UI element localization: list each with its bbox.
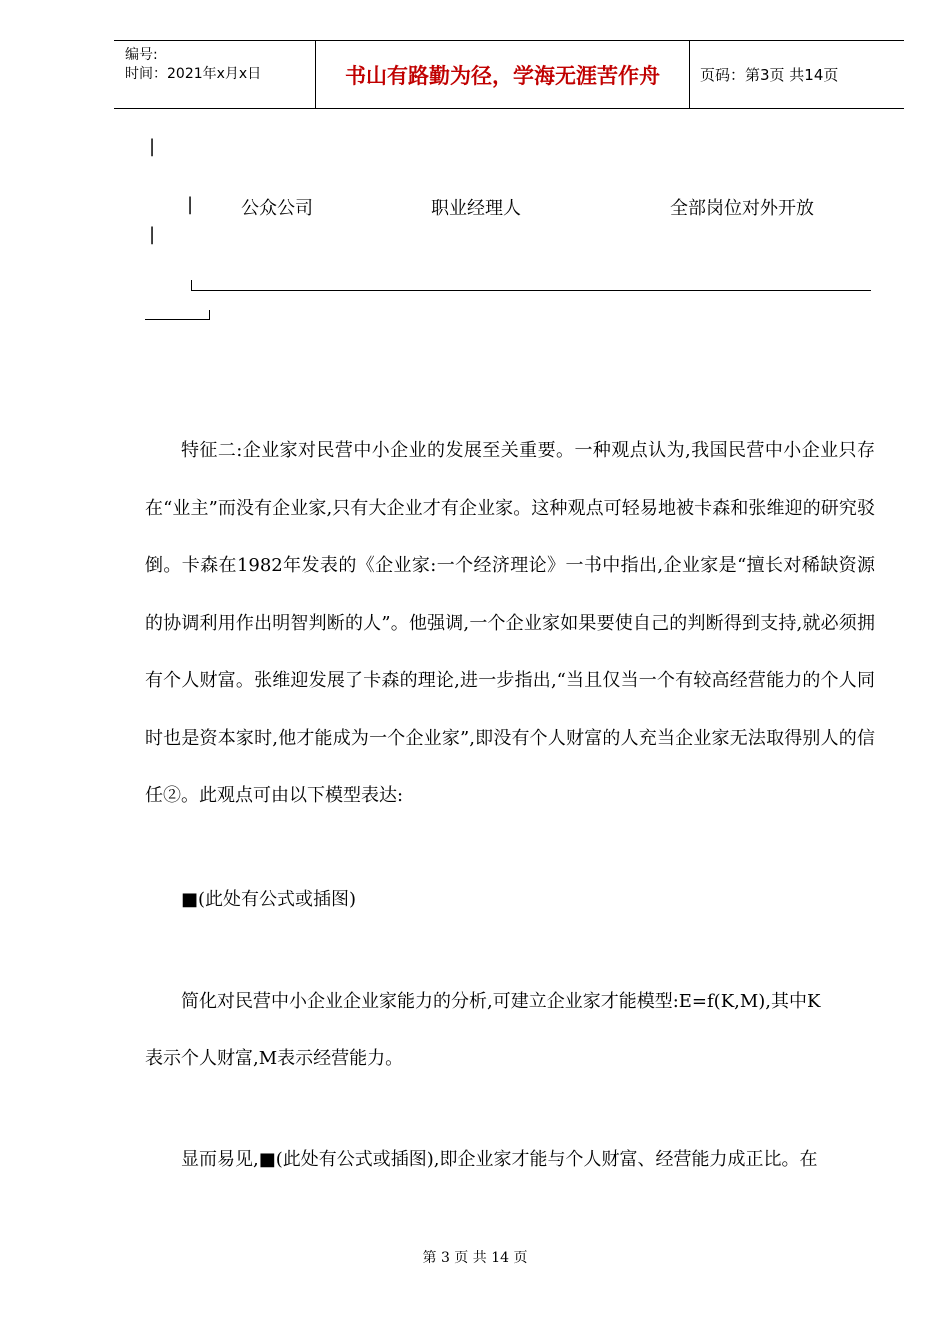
page-header [114, 40, 904, 109]
table-border-bar: | [187, 194, 194, 215]
header-page-cell [689, 41, 904, 108]
header-motto-cell [315, 41, 690, 108]
table-corner-left [191, 280, 192, 290]
table-border-bar: | [149, 224, 156, 245]
table-bottom-border-continued [145, 319, 209, 320]
header-page-label: 页码：第3页 共14页 [700, 66, 839, 84]
table-cell-open-positions: 全部岗位对外开放 [670, 198, 814, 219]
paragraph-model-line1: 简化对民营中小企业企业家能力的分析,可建立企业家才能模型:E=f(K,M),其中K [181, 991, 821, 1012]
paragraph-conclusion-line1: 显而易见,■(此处有公式或插图),即企业家才能与个人财富、经营能力成正比。在 [181, 1149, 818, 1170]
paragraph-model-line2: 表示个人财富,M表示经营能力。 [145, 1048, 404, 1069]
time-label: 时间：2021年x月x日 [125, 66, 262, 82]
table-cell-public-company: 公众公司 [241, 198, 313, 219]
number-label: 编号: [125, 47, 158, 63]
table-cell-professional-manager: 职业经理人 [431, 198, 521, 219]
page-footer: 第 3 页 共 14 页 [422, 1250, 528, 1266]
table-border-bar: | [149, 136, 156, 157]
formula-placeholder: ■(此处有公式或插图) [181, 889, 357, 910]
header-motto: 书山有路勤为径，学海无涯苦作舟 [345, 63, 660, 88]
table-corner-right [209, 310, 210, 320]
header-meta [114, 41, 315, 108]
table-bottom-border [191, 290, 871, 291]
paragraph-entrepreneur: 特征二:企业家对民营中小企业的发展至关重要。一种观点认为,我国民营中小企业只存在“业主”而没有企业家,只有大企业才有企业家。这种观点可轻易地被卡森和张维迎的研究驳倒。卡森在1982年发表的《企业家:一个经济理论》一书中指出,企业家是“擅长对稀缺资源的协调利用作出明智判断的人”。他强调,一个企业家如果要使自己的判断得到支持,就必须拥有个人财富。张维迎发展了卡森的理论,进一步指出,“当且仅当一个有较高经营能力的个人同时也是资本家时,他才能成为一个企业家”,即没有个人财富的人充当企业家无法取得别人的信任②。此观点可由以下模型表达: [145, 440, 875, 806]
